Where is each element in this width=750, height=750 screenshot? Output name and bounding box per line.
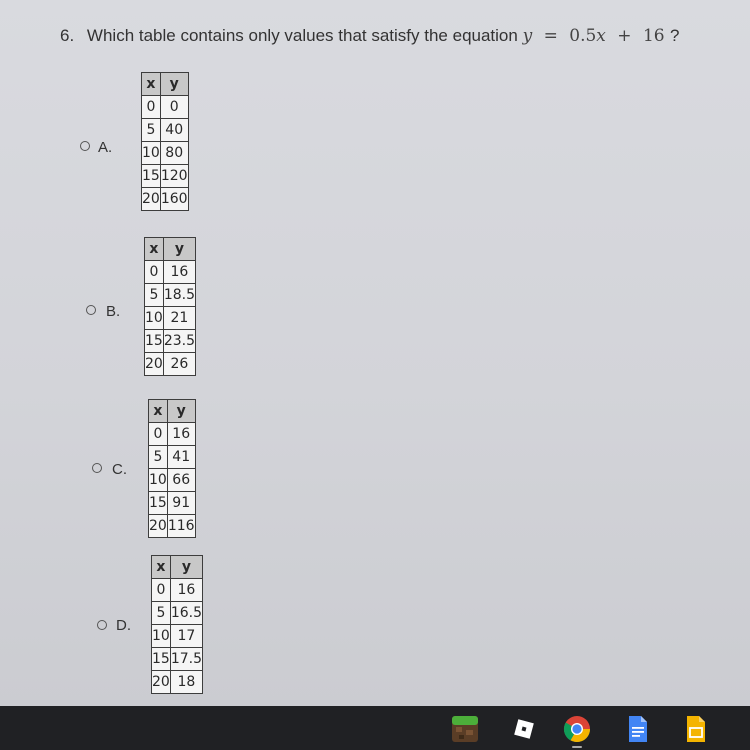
- cell-x: 15: [142, 165, 161, 188]
- cell-y: 23.5: [163, 330, 195, 353]
- cell-x: 20: [145, 353, 164, 376]
- cell-x: 20: [142, 188, 161, 211]
- table-row: [145, 330, 196, 353]
- radio-option-b[interactable]: [86, 305, 96, 315]
- cell-y: 16: [167, 423, 195, 446]
- cell-y: 41: [167, 446, 195, 469]
- header-y: y: [167, 400, 195, 423]
- equation-plus: +: [617, 26, 632, 46]
- table-row: [152, 648, 203, 671]
- option-b-table: [144, 237, 196, 376]
- table-row: [149, 469, 196, 492]
- cell-x: 0: [149, 423, 168, 446]
- header-y: y: [160, 73, 188, 96]
- option-d-table: [151, 555, 203, 694]
- option-a-table: [141, 72, 189, 211]
- table-row: [142, 188, 189, 211]
- cell-y: 91: [167, 492, 195, 515]
- question-mark: ?: [670, 26, 680, 45]
- cell-y: 16.5: [170, 602, 202, 625]
- radio-option-c[interactable]: [92, 463, 102, 473]
- cell-x: 10: [149, 469, 168, 492]
- cell-x: 15: [152, 648, 171, 671]
- equation-equals: =: [543, 26, 558, 46]
- chrome-icon[interactable]: [562, 714, 592, 744]
- option-d-letter: D.: [116, 617, 131, 634]
- roblox-icon[interactable]: [509, 714, 539, 744]
- cell-y: 21: [163, 307, 195, 330]
- cell-x: 15: [149, 492, 168, 515]
- cell-y: 17: [170, 625, 202, 648]
- header-y: y: [163, 238, 195, 261]
- question-number: 6.: [60, 26, 75, 45]
- equation-x: x: [596, 26, 606, 46]
- table-header-row: [142, 73, 189, 96]
- table-row: [145, 307, 196, 330]
- radio-option-d[interactable]: [97, 620, 107, 630]
- header-x: x: [142, 73, 161, 96]
- cell-y: 66: [167, 469, 195, 492]
- option-c-table: [148, 399, 196, 538]
- cell-x: 15: [145, 330, 164, 353]
- active-app-indicator: [572, 746, 582, 748]
- option-a-letter: A.: [98, 139, 113, 156]
- table-row: [142, 142, 189, 165]
- header-y: y: [170, 556, 202, 579]
- option-c-letter: C.: [112, 461, 127, 478]
- cell-y: 17.5: [170, 648, 202, 671]
- cell-y: 16: [170, 579, 202, 602]
- table-row: [149, 492, 196, 515]
- header-x: x: [149, 400, 168, 423]
- table-row: [152, 671, 203, 694]
- cell-y: 16: [163, 261, 195, 284]
- cell-y: 40: [160, 119, 188, 142]
- equation-coefficient: 0.5: [569, 26, 597, 46]
- table-row: [149, 515, 196, 538]
- equation: [523, 26, 670, 46]
- cell-y: 18.5: [163, 284, 195, 307]
- google-slides-icon[interactable]: [680, 714, 710, 744]
- header-x: x: [152, 556, 171, 579]
- cell-x: 10: [142, 142, 161, 165]
- table-header-row: [152, 556, 203, 579]
- table-row: [149, 423, 196, 446]
- cell-y: 26: [163, 353, 195, 376]
- table-row: [142, 119, 189, 142]
- header-x: x: [145, 238, 164, 261]
- cell-x: 20: [149, 515, 168, 538]
- cell-y: 0: [160, 96, 188, 119]
- cell-x: 10: [145, 307, 164, 330]
- table-row: [142, 96, 189, 119]
- table-header-row: [145, 238, 196, 261]
- question-text: [60, 26, 679, 46]
- cell-x: 5: [142, 119, 161, 142]
- table-row: [149, 446, 196, 469]
- cell-y: 80: [160, 142, 188, 165]
- cell-x: 5: [145, 284, 164, 307]
- cell-x: 20: [152, 671, 171, 694]
- taskbar: [0, 706, 750, 750]
- table-row: [152, 625, 203, 648]
- cell-x: 5: [152, 602, 171, 625]
- cell-y: 18: [170, 671, 202, 694]
- cell-x: 0: [142, 96, 161, 119]
- table-row: [145, 284, 196, 307]
- equation-y: y: [522, 26, 533, 46]
- cell-y: 120: [160, 165, 188, 188]
- question-prompt: Which table contains only values that satisfy the equation: [86, 26, 518, 45]
- table-row: [152, 579, 203, 602]
- cell-x: 10: [152, 625, 171, 648]
- option-b-letter: B.: [106, 303, 121, 320]
- equation-constant: 16: [642, 26, 665, 46]
- minecraft-icon[interactable]: [450, 714, 480, 744]
- radio-option-a[interactable]: [80, 141, 90, 151]
- cell-x: 0: [145, 261, 164, 284]
- table-row: [145, 353, 196, 376]
- table-header-row: [149, 400, 196, 423]
- cell-x: 5: [149, 446, 168, 469]
- table-row: [142, 165, 189, 188]
- cell-y: 116: [167, 515, 195, 538]
- google-docs-icon[interactable]: [622, 714, 652, 744]
- table-row: [152, 602, 203, 625]
- cell-x: 0: [152, 579, 171, 602]
- table-row: [145, 261, 196, 284]
- cell-y: 160: [160, 188, 188, 211]
